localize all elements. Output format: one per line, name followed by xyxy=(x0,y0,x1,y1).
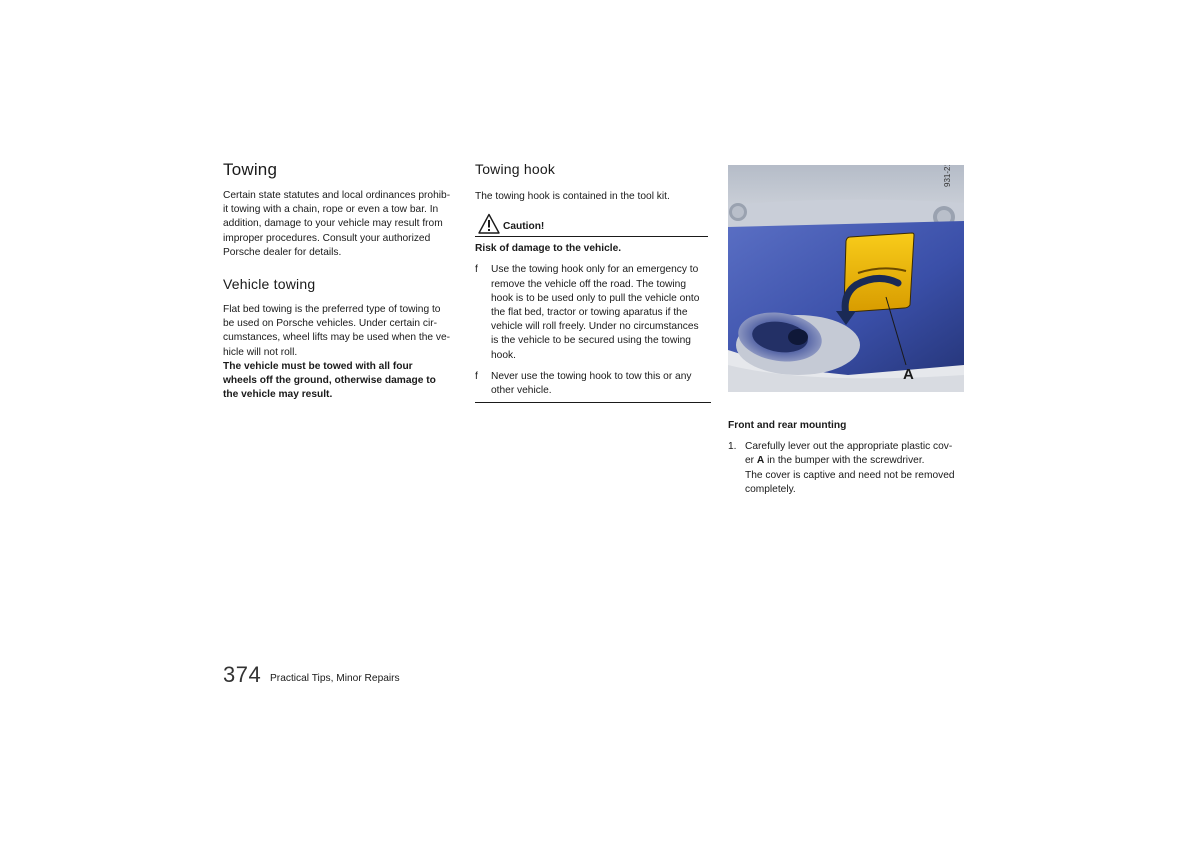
heading-towing: Towing xyxy=(223,160,278,179)
text-fragment: er xyxy=(745,455,757,467)
caution-label: Caution! xyxy=(503,221,545,233)
heading-front-rear-mounting: Front and rear mounting xyxy=(728,420,847,431)
text-line: wheels off the ground, otherwise damage to xyxy=(223,375,436,387)
towing-cover-figure xyxy=(728,165,964,392)
towing-intro xyxy=(223,189,463,260)
text-line: hicle will not roll. xyxy=(223,346,298,358)
text-line: The cover is captive and need not be removed xyxy=(745,469,955,481)
text-line: Carefully lever out the appropriate plastic cov- xyxy=(745,441,953,453)
section-name: Practical Tips, Minor Repairs xyxy=(270,673,400,684)
text-line: hook is to be used only to pull the vehicle onto xyxy=(491,292,700,304)
bullet-mark: f xyxy=(475,370,478,382)
text-line: completely. xyxy=(745,483,796,495)
warning-triangle-icon xyxy=(478,213,500,234)
page-number: 374 xyxy=(223,662,262,687)
text-line: The vehicle must be towed with all four xyxy=(223,360,413,372)
text-line: hook. xyxy=(491,349,516,361)
caution-bullet xyxy=(475,370,711,398)
text-line: cumstances, wheel lifts may be used when the ve- xyxy=(223,332,451,344)
mounting-step-1 xyxy=(728,440,968,497)
heading-vehicle-towing: Vehicle towing xyxy=(223,276,316,293)
text-line: improper procedures. Consult your authorized xyxy=(223,232,431,244)
text-line: vehicle will roll freely. Under no circumstances xyxy=(491,321,699,333)
caution-bullet xyxy=(475,263,711,362)
caution-rule-bottom xyxy=(475,402,711,403)
cover-label-ref: A xyxy=(756,455,765,467)
figure-label-a: A xyxy=(903,366,914,383)
text-line: the vehicle may result. xyxy=(223,389,333,401)
text-line: remove the vehicle off the road. The towing xyxy=(491,278,686,290)
bumper-illustration xyxy=(728,165,964,392)
text-line: Never use the towing hook to tow this or any xyxy=(491,370,692,382)
text-line: Use the towing hook only for an emergency to xyxy=(491,264,699,276)
text-line: addition, damage to your vehicle may result from xyxy=(223,218,443,230)
step-number: 1. xyxy=(728,441,737,453)
vehicle-towing-warning xyxy=(223,360,463,403)
text-line: be used on Porsche vehicles. Under certain cir- xyxy=(223,318,438,330)
caution-header xyxy=(475,213,711,236)
text-line: Certain state statutes and local ordinances prohib- xyxy=(223,190,451,201)
column-towing xyxy=(223,160,463,402)
towing-hook-intro: The towing hook is contained in the tool kit. xyxy=(475,191,670,202)
column-mounting xyxy=(728,419,968,497)
risk-text: Risk of damage to the vehicle. xyxy=(475,243,622,255)
caution-rule-top xyxy=(475,236,708,237)
vehicle-towing-body xyxy=(223,303,463,360)
text-line xyxy=(745,454,968,468)
text-line: it towing with a chain, rope or even a tow bar. In xyxy=(223,204,439,216)
text-line: other vehicle. xyxy=(491,385,552,397)
bullet-mark: f xyxy=(475,264,478,276)
figure-code: 931-214 xyxy=(943,165,952,187)
text-line: Porsche dealer for details. xyxy=(223,246,342,258)
text-fragment: in the bumper with the screwdriver. xyxy=(764,455,925,467)
column-towing-hook xyxy=(475,161,711,403)
text-line: Flat bed towing is the preferred type of towing to xyxy=(223,304,441,316)
text-line: the flat bed, tractor or towing aparatus if the xyxy=(491,307,688,319)
heading-towing-hook: Towing hook xyxy=(475,161,556,177)
text-line: is the vehicle to be secured using the towing xyxy=(491,335,691,347)
